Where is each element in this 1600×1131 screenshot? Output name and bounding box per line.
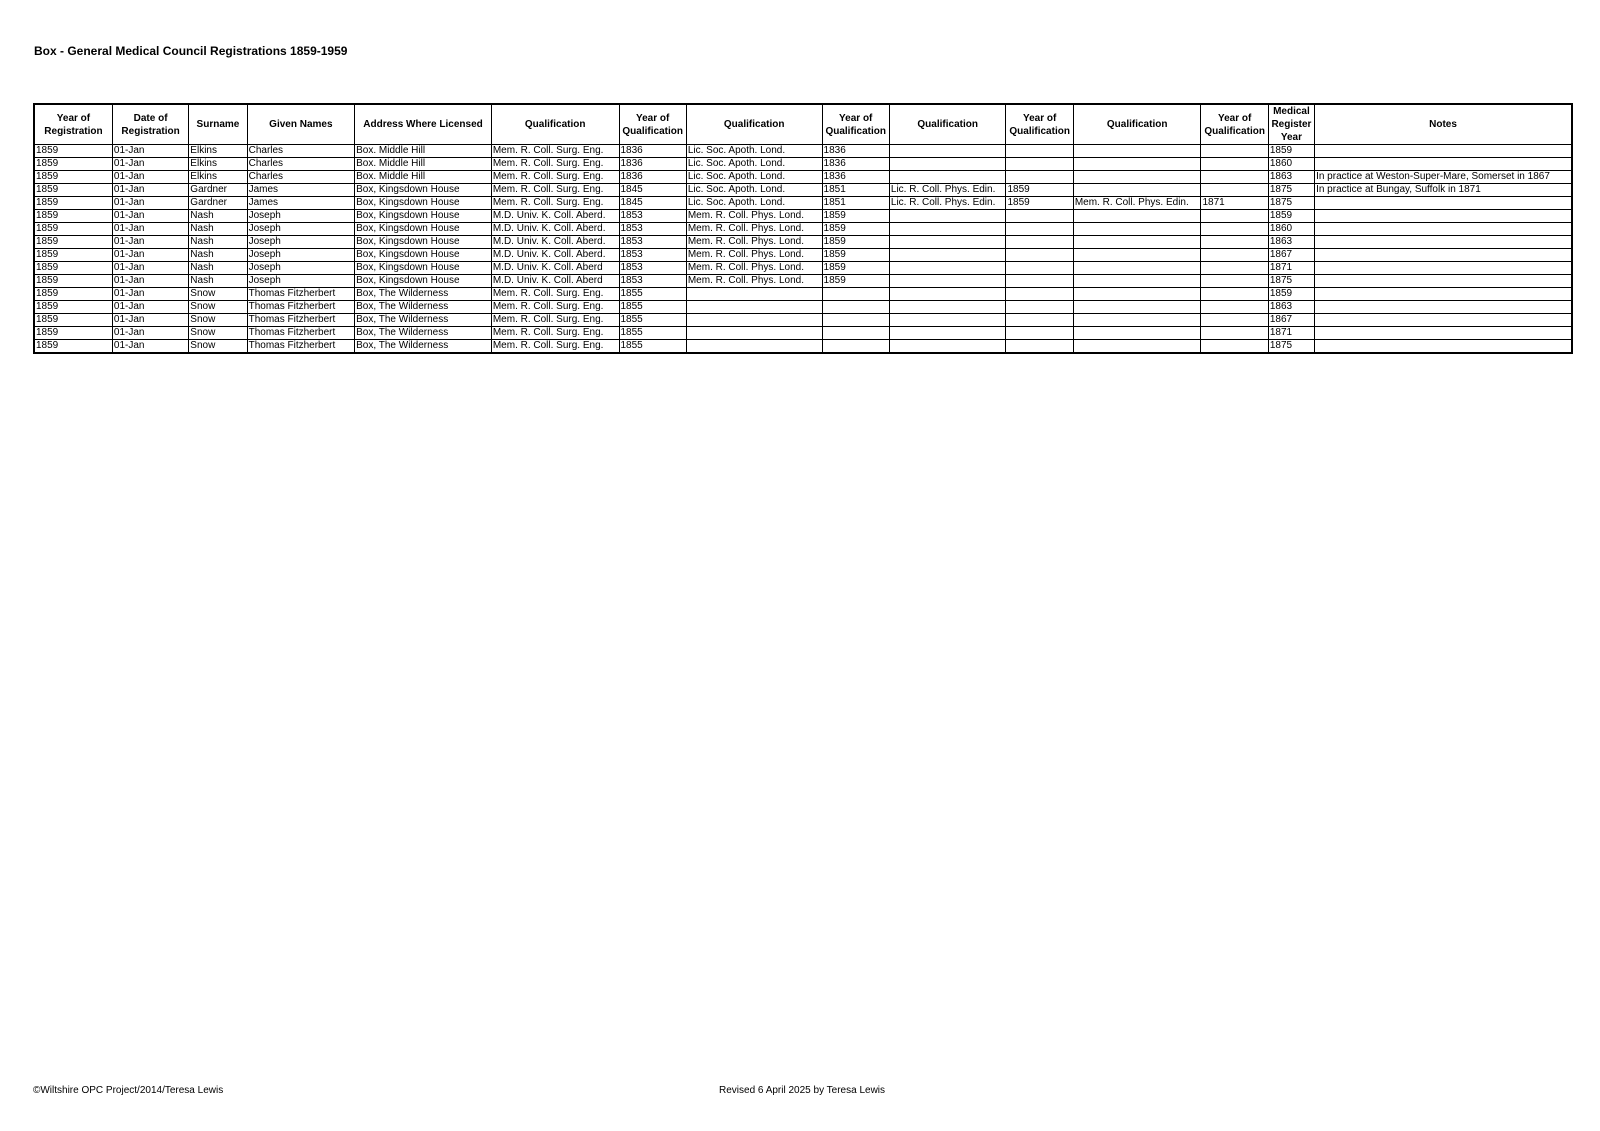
table-cell: Box, The Wilderness — [355, 301, 492, 314]
table-cell — [1201, 301, 1268, 314]
table-row — [34, 340, 1572, 354]
table-cell: 1875 — [1268, 197, 1314, 210]
table-cell: 1859 — [34, 236, 112, 249]
page-title: Box - General Medical Council Registrations 1859-1959 — [34, 44, 348, 58]
table-cell: 1859 — [1006, 184, 1073, 197]
table-cell: Joseph — [247, 210, 355, 223]
table-cell: 1859 — [34, 210, 112, 223]
table-cell: 1859 — [34, 184, 112, 197]
table-cell: 01-Jan — [112, 184, 188, 197]
table-cell — [822, 327, 889, 340]
table-cell: Mem. R. Coll. Phys. Lond. — [686, 223, 822, 236]
table-cell: 1836 — [619, 158, 686, 171]
table-cell: 01-Jan — [112, 210, 188, 223]
table-cell: M.D. Univ. K. Coll. Aberd — [491, 262, 619, 275]
table-cell: 1859 — [1268, 288, 1314, 301]
table-cell: Mem. R. Coll. Surg. Eng. — [491, 301, 619, 314]
table-row — [34, 314, 1572, 327]
table-cell: Thomas Fitzherbert — [247, 340, 355, 354]
table-cell: Charles — [247, 145, 355, 158]
table-cell: Mem. R. Coll. Surg. Eng. — [491, 197, 619, 210]
table-row — [34, 236, 1572, 249]
table-cell: M.D. Univ. K. Coll. Aberd — [491, 275, 619, 288]
table-cell — [1006, 236, 1073, 249]
table-cell — [1073, 171, 1201, 184]
table-cell — [889, 210, 1006, 223]
table-cell: Thomas Fitzherbert — [247, 314, 355, 327]
footer-copyright: ©Wiltshire OPC Project/2014/Teresa Lewis — [33, 1085, 224, 1096]
table-cell: 01-Jan — [112, 301, 188, 314]
table-row — [34, 158, 1572, 171]
table-cell: Gardner — [189, 184, 247, 197]
table-cell: 1860 — [1268, 158, 1314, 171]
table-cell: Mem. R. Coll. Surg. Eng. — [491, 184, 619, 197]
table-cell — [889, 223, 1006, 236]
table-row — [34, 171, 1572, 184]
table-cell — [686, 288, 822, 301]
table-cell — [1006, 327, 1073, 340]
table-cell: 1855 — [619, 327, 686, 340]
table-cell — [1201, 223, 1268, 236]
table-cell — [889, 171, 1006, 184]
table-cell — [889, 236, 1006, 249]
table-cell: Mem. R. Coll. Surg. Eng. — [491, 171, 619, 184]
table-cell: 1859 — [822, 275, 889, 288]
table-cell: Box, Kingsdown House — [355, 184, 492, 197]
table-cell — [1201, 327, 1268, 340]
table-cell — [1315, 236, 1572, 249]
table-cell — [686, 301, 822, 314]
table-cell: Thomas Fitzherbert — [247, 301, 355, 314]
table-cell — [686, 327, 822, 340]
table-cell — [1006, 301, 1073, 314]
table-cell: Mem. R. Coll. Phys. Lond. — [686, 210, 822, 223]
table-cell: 1845 — [619, 197, 686, 210]
table-cell: Box, Kingsdown House — [355, 210, 492, 223]
table-cell: Mem. R. Coll. Phys. Lond. — [686, 249, 822, 262]
table-cell: Joseph — [247, 236, 355, 249]
table-cell: 1859 — [1268, 210, 1314, 223]
table-cell — [1006, 210, 1073, 223]
table-cell — [822, 301, 889, 314]
table-cell: 1836 — [822, 158, 889, 171]
table-cell: 1859 — [34, 171, 112, 184]
table-cell: Lic. Soc. Apoth. Lond. — [686, 184, 822, 197]
table-cell — [1201, 288, 1268, 301]
column-header: Qualification — [491, 104, 619, 145]
table-cell — [1006, 314, 1073, 327]
table-cell: 1859 — [34, 314, 112, 327]
table-cell: Box. Middle Hill — [355, 171, 492, 184]
table-row — [34, 327, 1572, 340]
table-cell: 1851 — [822, 197, 889, 210]
table-cell: Box, The Wilderness — [355, 288, 492, 301]
table-cell: Nash — [189, 262, 247, 275]
table-cell: Thomas Fitzherbert — [247, 288, 355, 301]
table-cell — [1073, 314, 1201, 327]
table-cell — [1073, 301, 1201, 314]
table-cell — [1201, 275, 1268, 288]
table-cell: 1853 — [619, 262, 686, 275]
table-cell: 1859 — [34, 158, 112, 171]
table-cell: 1836 — [822, 171, 889, 184]
table-cell — [1201, 236, 1268, 249]
table-cell: 1851 — [822, 184, 889, 197]
table-cell: 1871 — [1268, 262, 1314, 275]
table-cell — [1006, 275, 1073, 288]
table-cell: 1855 — [619, 288, 686, 301]
table-cell: Box, Kingsdown House — [355, 262, 492, 275]
table-cell: Box, Kingsdown House — [355, 275, 492, 288]
column-header: Year of Registration — [34, 104, 112, 145]
table-row — [34, 210, 1572, 223]
table-cell: Lic. Soc. Apoth. Lond. — [686, 171, 822, 184]
table-cell: Snow — [189, 327, 247, 340]
table-cell — [1315, 158, 1572, 171]
table-cell: Mem. R. Coll. Surg. Eng. — [491, 288, 619, 301]
table-cell: 1853 — [619, 275, 686, 288]
table-body — [34, 145, 1572, 354]
table-row — [34, 301, 1572, 314]
table-cell: 1859 — [34, 340, 112, 354]
table-cell: 1859 — [822, 262, 889, 275]
table-cell: 1859 — [34, 262, 112, 275]
table-cell: Lic. R. Coll. Phys. Edin. — [889, 184, 1006, 197]
table-cell — [1315, 275, 1572, 288]
table-cell: 01-Jan — [112, 145, 188, 158]
table-cell: Snow — [189, 288, 247, 301]
column-header: Given Names — [247, 104, 355, 145]
table-cell: 01-Jan — [112, 288, 188, 301]
table-cell — [1073, 223, 1201, 236]
table-cell: Lic. Soc. Apoth. Lond. — [686, 158, 822, 171]
table-cell: 01-Jan — [112, 314, 188, 327]
table-cell: Elkins — [189, 171, 247, 184]
table-cell — [889, 288, 1006, 301]
table-cell: 1859 — [34, 275, 112, 288]
table-cell: 1859 — [34, 288, 112, 301]
table-cell: Box, Kingsdown House — [355, 197, 492, 210]
table-cell: Nash — [189, 249, 247, 262]
table-cell: 1859 — [34, 249, 112, 262]
table-cell — [1315, 340, 1572, 354]
table-cell: 1836 — [619, 171, 686, 184]
column-header: Year of Qualification — [1006, 104, 1073, 145]
table-cell: Box. Middle Hill — [355, 145, 492, 158]
table-cell — [889, 327, 1006, 340]
table-cell: 01-Jan — [112, 158, 188, 171]
table-cell — [1006, 340, 1073, 354]
table-cell: Snow — [189, 314, 247, 327]
table-cell — [1315, 262, 1572, 275]
table-cell: 1859 — [34, 301, 112, 314]
table-cell: 1863 — [1268, 236, 1314, 249]
table-row — [34, 275, 1572, 288]
table-row — [34, 145, 1572, 158]
table-cell: 1863 — [1268, 171, 1314, 184]
table-cell — [889, 158, 1006, 171]
column-header: Qualification — [1073, 104, 1201, 145]
table-cell: 1867 — [1268, 314, 1314, 327]
table-cell — [1201, 184, 1268, 197]
table-cell: 1853 — [619, 249, 686, 262]
table-row — [34, 184, 1572, 197]
table-cell: Box, Kingsdown House — [355, 249, 492, 262]
table-cell — [1006, 262, 1073, 275]
table-cell: 1875 — [1268, 275, 1314, 288]
table-cell: 1853 — [619, 223, 686, 236]
column-header: Medical Register Year — [1268, 104, 1314, 145]
table-cell: Thomas Fitzherbert — [247, 327, 355, 340]
table-cell: M.D. Univ. K. Coll. Aberd. — [491, 223, 619, 236]
table-cell: 1859 — [822, 223, 889, 236]
table-cell — [1201, 145, 1268, 158]
table-cell: Box, The Wilderness — [355, 340, 492, 354]
table-cell: 01-Jan — [112, 327, 188, 340]
table-cell — [1315, 145, 1572, 158]
table-cell — [1073, 158, 1201, 171]
table-cell: Box, The Wilderness — [355, 314, 492, 327]
table-cell: 1836 — [822, 145, 889, 158]
table-cell — [889, 262, 1006, 275]
table-cell: 1875 — [1268, 184, 1314, 197]
table-cell — [1315, 210, 1572, 223]
column-header: Notes — [1315, 104, 1572, 145]
table-cell: 01-Jan — [112, 197, 188, 210]
table-cell: 1859 — [1006, 197, 1073, 210]
table-cell: 1859 — [1268, 145, 1314, 158]
table-cell: 01-Jan — [112, 171, 188, 184]
column-header: Qualification — [889, 104, 1006, 145]
table-cell — [1073, 288, 1201, 301]
table-cell: Nash — [189, 236, 247, 249]
table-cell: 1860 — [1268, 223, 1314, 236]
table-cell: Charles — [247, 158, 355, 171]
table-cell: Mem. R. Coll. Surg. Eng. — [491, 340, 619, 354]
table-cell: Nash — [189, 223, 247, 236]
table-cell: 1871 — [1201, 197, 1268, 210]
table-header-row — [34, 104, 1572, 145]
table-cell — [1201, 158, 1268, 171]
table-cell: Mem. R. Coll. Surg. Eng. — [491, 145, 619, 158]
table-cell: 1859 — [822, 249, 889, 262]
table-cell: Box, Kingsdown House — [355, 223, 492, 236]
table-cell — [1006, 288, 1073, 301]
table-cell: Charles — [247, 171, 355, 184]
table-cell — [1073, 340, 1201, 354]
table-cell: M.D. Univ. K. Coll. Aberd. — [491, 236, 619, 249]
column-header: Address Where Licensed — [355, 104, 492, 145]
table-cell — [1201, 262, 1268, 275]
table-cell — [1073, 184, 1201, 197]
table-cell: 01-Jan — [112, 223, 188, 236]
table-cell: 01-Jan — [112, 236, 188, 249]
table-cell — [1073, 210, 1201, 223]
table-cell: 01-Jan — [112, 249, 188, 262]
table-cell: James — [247, 184, 355, 197]
table-cell — [889, 145, 1006, 158]
table-row — [34, 223, 1572, 236]
column-header: Year of Qualification — [822, 104, 889, 145]
table-cell — [1315, 197, 1572, 210]
table-cell — [1006, 223, 1073, 236]
table-cell: James — [247, 197, 355, 210]
table-cell: Joseph — [247, 275, 355, 288]
table-cell: 1859 — [34, 197, 112, 210]
table-cell: 1855 — [619, 301, 686, 314]
table-cell: Mem. R. Coll. Phys. Edin. — [1073, 197, 1201, 210]
table-cell: In practice at Bungay, Suffolk in 1871 — [1315, 184, 1572, 197]
table-cell — [1315, 314, 1572, 327]
table-cell — [1315, 223, 1572, 236]
table-cell: Box. Middle Hill — [355, 158, 492, 171]
table-cell: 1867 — [1268, 249, 1314, 262]
table-cell — [889, 340, 1006, 354]
table-cell: 1855 — [619, 314, 686, 327]
table-cell — [686, 314, 822, 327]
table-cell — [1073, 249, 1201, 262]
table-cell: Mem. R. Coll. Phys. Lond. — [686, 262, 822, 275]
table-cell — [1315, 249, 1572, 262]
table-cell — [1073, 327, 1201, 340]
table-cell — [1073, 236, 1201, 249]
table-cell: 1845 — [619, 184, 686, 197]
table-cell — [889, 249, 1006, 262]
table-cell: 1859 — [34, 327, 112, 340]
table-cell — [1201, 249, 1268, 262]
table-cell — [1006, 249, 1073, 262]
table-cell: 1875 — [1268, 340, 1314, 354]
table-cell: Mem. R. Coll. Phys. Lond. — [686, 275, 822, 288]
table-cell: 1836 — [619, 145, 686, 158]
table-cell — [1201, 210, 1268, 223]
table-cell: Snow — [189, 301, 247, 314]
table-cell: Lic. R. Coll. Phys. Edin. — [889, 197, 1006, 210]
column-header: Date of Registration — [112, 104, 188, 145]
table-cell — [686, 340, 822, 354]
table-cell: Elkins — [189, 158, 247, 171]
table-cell: Box, The Wilderness — [355, 327, 492, 340]
table-row — [34, 197, 1572, 210]
table-row — [34, 288, 1572, 301]
column-header: Year of Qualification — [1201, 104, 1268, 145]
table-cell — [822, 288, 889, 301]
table-cell — [1201, 171, 1268, 184]
table-cell: 01-Jan — [112, 275, 188, 288]
table-cell — [1006, 158, 1073, 171]
table-cell: Joseph — [247, 223, 355, 236]
table-cell: In practice at Weston-Super-Mare, Somerset in 1867 — [1315, 171, 1572, 184]
table-cell: 1859 — [34, 145, 112, 158]
table-cell — [1073, 262, 1201, 275]
table-cell: 1859 — [822, 236, 889, 249]
table-row — [34, 262, 1572, 275]
table-cell — [1006, 171, 1073, 184]
column-header: Surname — [189, 104, 247, 145]
table-cell — [889, 314, 1006, 327]
table-cell: Mem. R. Coll. Surg. Eng. — [491, 158, 619, 171]
table-cell: 1859 — [822, 210, 889, 223]
table-cell: Joseph — [247, 262, 355, 275]
column-header: Qualification — [686, 104, 822, 145]
table-row — [34, 249, 1572, 262]
table-cell — [1315, 301, 1572, 314]
table-cell: 01-Jan — [112, 262, 188, 275]
registrations-table — [33, 103, 1573, 354]
table-cell: Joseph — [247, 249, 355, 262]
column-header: Year of Qualification — [619, 104, 686, 145]
table-cell: 1853 — [619, 236, 686, 249]
table-cell: Lic. Soc. Apoth. Lond. — [686, 197, 822, 210]
table-cell — [1201, 314, 1268, 327]
table-cell — [1073, 145, 1201, 158]
table-cell: Nash — [189, 275, 247, 288]
table-cell: 1859 — [34, 223, 112, 236]
table-cell — [822, 314, 889, 327]
table-cell: 1853 — [619, 210, 686, 223]
table-cell: Lic. Soc. Apoth. Lond. — [686, 145, 822, 158]
table-cell — [1315, 288, 1572, 301]
table-cell: Mem. R. Coll. Surg. Eng. — [491, 314, 619, 327]
table-cell: 1855 — [619, 340, 686, 354]
table-cell: M.D. Univ. K. Coll. Aberd. — [491, 210, 619, 223]
table-cell — [1073, 275, 1201, 288]
table-cell — [1201, 340, 1268, 354]
table-cell: Gardner — [189, 197, 247, 210]
footer-revised: Revised 6 April 2025 by Teresa Lewis — [719, 1085, 886, 1096]
table-cell — [889, 301, 1006, 314]
table-cell — [822, 340, 889, 354]
table-cell: M.D. Univ. K. Coll. Aberd. — [491, 249, 619, 262]
table-cell: Nash — [189, 210, 247, 223]
table-cell — [1006, 145, 1073, 158]
table-cell — [1315, 327, 1572, 340]
table-cell: 1863 — [1268, 301, 1314, 314]
table-cell: Elkins — [189, 145, 247, 158]
table-cell — [889, 275, 1006, 288]
table-cell: Mem. R. Coll. Phys. Lond. — [686, 236, 822, 249]
table-cell: Snow — [189, 340, 247, 354]
table-cell: 01-Jan — [112, 340, 188, 354]
table-cell: 1871 — [1268, 327, 1314, 340]
table-cell: Mem. R. Coll. Surg. Eng. — [491, 327, 619, 340]
table-cell: Box, Kingsdown House — [355, 236, 492, 249]
